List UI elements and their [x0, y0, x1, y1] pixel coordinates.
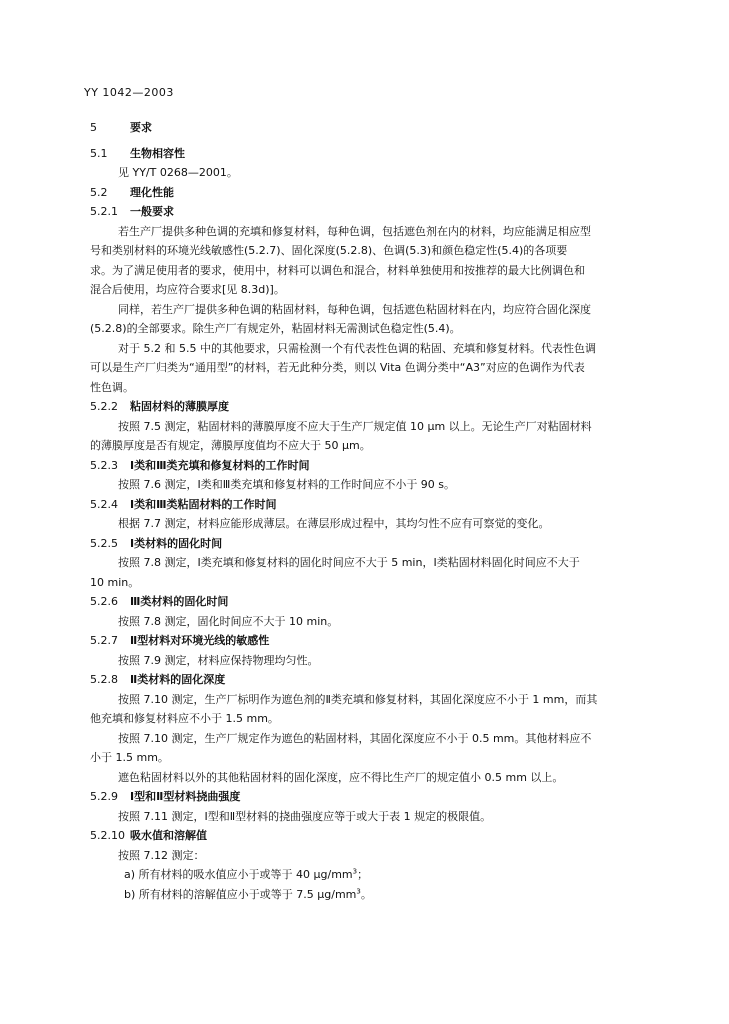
section-5-2-8-heading — [90, 672, 660, 688]
section-number: 5.2.4 — [90, 497, 118, 511]
paragraph-line: 求。为了满足使用者的要求，使用中，材料可以调色和混合，材料单独使用和按推荐的最大比例调色和 — [90, 263, 585, 277]
standard-code: YY 1042—2003 — [84, 86, 174, 99]
section-5-2-heading — [90, 185, 660, 201]
section-number: 5.2.1 — [90, 205, 118, 218]
paragraph-line: 号和类别材料的环境光线敏感性(5.2.7)、固化深度(5.2.8)、色调(5.3)和颜色稳定性(5.4)的各项要 — [90, 244, 568, 257]
section-title: 生物相容性 — [130, 146, 185, 160]
section-number: 5.2 — [90, 185, 108, 199]
unit-exponent: 3 — [352, 867, 358, 876]
section-5-2-5-heading — [90, 536, 660, 552]
paragraph-line: 按照 7.12 测定： — [118, 848, 205, 862]
section-5-heading — [90, 120, 660, 136]
paragraph-line: 根据 7.7 测定，材料应能形成薄层。在薄层形成过程中，其均匀性不应有可察觉的变化。 — [118, 517, 550, 530]
section-title: Ⅱ类材料的固化深度 — [130, 673, 226, 686]
section-5-2-6-heading — [90, 594, 660, 610]
unit-exponent: 3 — [356, 886, 361, 895]
section-number: 5.2.6 — [90, 595, 118, 608]
paragraph-line: 对于 5.2 和 5.5 中的其他要求，只需检测一个有代表性色调的粘固、充填和修复材料。代表性色调 — [118, 341, 596, 355]
paragraph-line: 小于 1.5 mm。 — [90, 751, 169, 764]
section-number: 5.2.3 — [90, 458, 118, 472]
section-title: 要求 — [130, 121, 152, 134]
section-number: 5 — [90, 121, 97, 134]
section-5-1-heading — [90, 146, 660, 162]
paragraph-line: 按照 7.9 测定，材料应保持物理均匀性。 — [118, 653, 319, 667]
section-title: Ⅲ类材料的固化时间 — [130, 595, 229, 608]
section-title: Ⅰ类和Ⅲ类粘固材料的工作时间 — [130, 497, 277, 511]
section-number: 5.2.10 — [90, 829, 125, 842]
list-item-a: a) 所有材料的吸水值应小于或等于 40 $\mu g/mm^3$； — [124, 867, 369, 881]
section-number: 5.2.7 — [90, 634, 118, 647]
paragraph-line: 若生产厂提供多种色调的充填和修复材料，每种色调，包括遮色剂在内的材料，均应能满足相应型 — [118, 224, 591, 238]
paragraph-line: 混合后使用，均应符合要求[见 8.3d)]。 — [90, 283, 285, 296]
section-5-2-9-heading — [90, 789, 660, 805]
section-title: Ⅰ类材料的固化时间 — [130, 536, 223, 550]
section-number: 5.1 — [90, 146, 108, 160]
paragraph-line: 按照 7.5 测定，粘固材料的薄膜厚度不应大于生产厂规定值 10 μm 以上。无论生产厂对粘固材料 — [118, 419, 592, 433]
list-item-b: b) 所有材料的溶解值应小于或等于 7.5 $\mu g/mm^3$。 — [124, 886, 372, 901]
section-5-2-3-heading — [90, 458, 660, 474]
section-5-2-7-heading — [90, 633, 660, 649]
paragraph-line: 按照 7.6 测定，Ⅰ类和Ⅲ类充填和修复材料的工作时间应不小于 90 s。 — [118, 478, 456, 491]
section-title: Ⅰ型和Ⅱ型材料挠曲强度 — [130, 790, 241, 803]
section-title: 吸水值和溶解值 — [130, 829, 207, 842]
section-5-2-10-heading — [90, 828, 660, 844]
section-title: Ⅱ型材料对环境光线的敏感性 — [130, 634, 270, 647]
paragraph-line: 按照 7.10 测定，生产厂规定作为遮色的粘固材料，其固化深度应不小于 0.5 mm。其他材料应不 — [118, 731, 592, 745]
paragraph-line: 可以是生产厂归类为“通用型”的材料，若无此种分类，则以 Vita 色调分类中“A3”对应的色调作为代表 — [90, 361, 585, 374]
section-title: Ⅰ类和Ⅲ类充填和修复材料的工作时间 — [130, 458, 310, 472]
section-number: 5.2.2 — [90, 400, 118, 413]
section-5-2-1-heading — [90, 204, 660, 220]
paragraph-line: 按照 7.8 测定，Ⅰ类充填和修复材料的固化时间应不大于 5 min，Ⅰ类粘固材料固化时间应不大于 — [118, 556, 580, 569]
paragraph-line: 按照 7.10 测定，生产厂标明作为遮色剂的Ⅱ类充填和修复材料，其固化深度应不小于 1 mm，而其 — [118, 692, 598, 706]
section-5-2-2-heading — [90, 399, 660, 415]
section-5-2-4-heading — [90, 497, 660, 513]
paragraph-line: 性色调。 — [90, 380, 134, 394]
paragraph-line: 同样，若生产厂提供多种色调的粘固材料，每种色调，包括遮色粘固材料在内，均应符合固化深度 — [118, 302, 591, 316]
paragraph-line: 10 min。 — [90, 575, 140, 589]
section-title: 理化性能 — [130, 185, 174, 199]
paragraph-line: 见 YY/T 0268—2001。 — [118, 166, 238, 179]
paragraph-line: 遮色粘固材料以外的其他粘固材料的固化深度，应不得比生产厂的规定值小 0.5 mm 以上。 — [118, 770, 564, 784]
section-title: 粘固材料的薄膜厚度 — [130, 400, 229, 413]
paragraph-line: 的薄膜厚度是否有规定，薄膜厚度值均不应大于 50 μm。 — [90, 439, 371, 452]
paragraph-line: (5.2.8)的全部要求。除生产厂有规定外，粘固材料无需测试色稳定性(5.4)。 — [90, 322, 461, 335]
document-body — [90, 120, 660, 906]
paragraph-line: 他充填和修复材料应不小于 1.5 mm。 — [90, 712, 279, 725]
section-number: 5.2.5 — [90, 536, 118, 550]
section-title: 一般要求 — [130, 205, 174, 218]
paragraph-line: 按照 7.8 测定，固化时间应不大于 10 min。 — [118, 614, 339, 628]
section-number: 5.2.8 — [90, 673, 118, 686]
section-number: 5.2.9 — [90, 790, 118, 803]
paragraph-line: 按照 7.11 测定，Ⅰ型和Ⅱ型材料的挠曲强度应等于或大于表 1 规定的极限值。 — [118, 809, 492, 823]
